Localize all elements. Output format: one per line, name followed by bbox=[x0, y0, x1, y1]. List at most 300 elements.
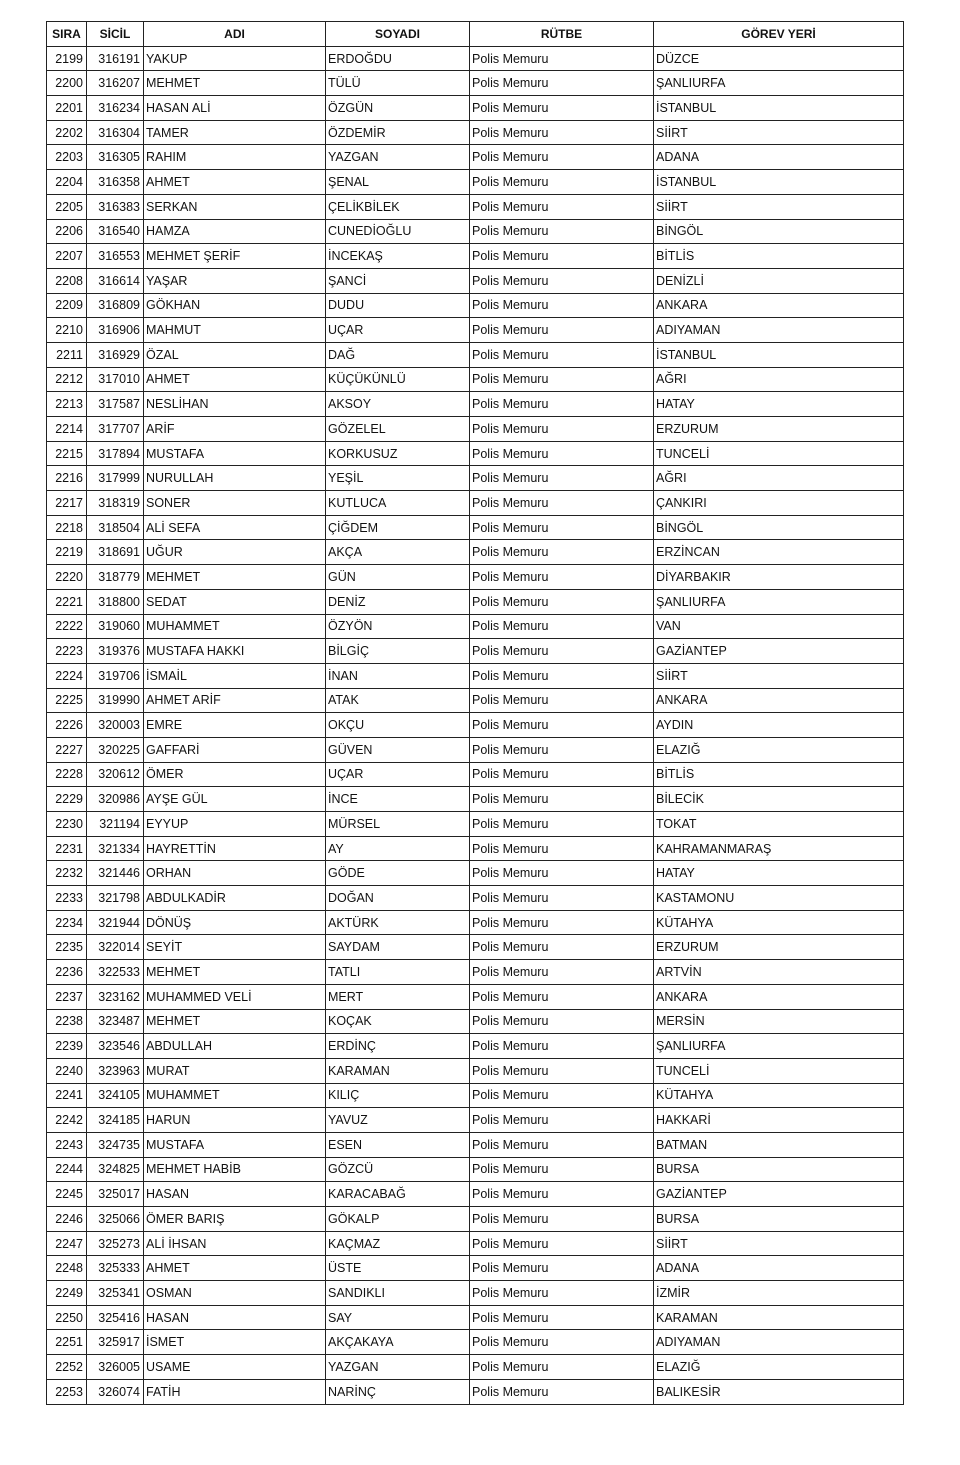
cell-soyadi: AKTÜRK bbox=[326, 910, 470, 935]
cell-soyadi: OKÇU bbox=[326, 713, 470, 738]
cell-gorev-yeri: KARAMAN bbox=[654, 1305, 904, 1330]
cell-soyadi: DAĞ bbox=[326, 342, 470, 367]
cell-gorev-yeri: ANKARA bbox=[654, 984, 904, 1009]
cell-soyadi: GÜVEN bbox=[326, 737, 470, 762]
cell-soyadi: TÜLÜ bbox=[326, 71, 470, 96]
cell-soyadi: KARACABAĞ bbox=[326, 1182, 470, 1207]
cell-sira: 2201 bbox=[47, 96, 87, 121]
cell-gorev-yeri: ADANA bbox=[654, 1256, 904, 1281]
cell-gorev-yeri: HATAY bbox=[654, 392, 904, 417]
table-row bbox=[47, 1108, 904, 1133]
cell-soyadi: ŞANCİ bbox=[326, 268, 470, 293]
cell-soyadi: GÖDE bbox=[326, 861, 470, 886]
cell-adi: HASAN bbox=[144, 1305, 326, 1330]
table-row bbox=[47, 96, 904, 121]
cell-gorev-yeri: SİİRT bbox=[654, 194, 904, 219]
table-row bbox=[47, 935, 904, 960]
cell-sira: 2230 bbox=[47, 812, 87, 837]
cell-rutbe: Polis Memuru bbox=[470, 1355, 654, 1380]
cell-adi: GÖKHAN bbox=[144, 293, 326, 318]
cell-soyadi: DOĞAN bbox=[326, 886, 470, 911]
cell-gorev-yeri: ŞANLIURFA bbox=[654, 589, 904, 614]
cell-adi: HASAN bbox=[144, 1182, 326, 1207]
cell-sira: 2248 bbox=[47, 1256, 87, 1281]
cell-soyadi: GÖZELEL bbox=[326, 417, 470, 442]
cell-rutbe: Polis Memuru bbox=[470, 318, 654, 343]
cell-rutbe: Polis Memuru bbox=[470, 1182, 654, 1207]
cell-sicil: 316305 bbox=[87, 145, 144, 170]
cell-rutbe: Polis Memuru bbox=[470, 367, 654, 392]
cell-soyadi: BİLGİÇ bbox=[326, 639, 470, 664]
cell-sicil: 325341 bbox=[87, 1281, 144, 1306]
cell-gorev-yeri: BİTLİS bbox=[654, 762, 904, 787]
cell-rutbe: Polis Memuru bbox=[470, 244, 654, 269]
table-row bbox=[47, 170, 904, 195]
cell-rutbe: Polis Memuru bbox=[470, 145, 654, 170]
cell-sicil: 319990 bbox=[87, 688, 144, 713]
cell-rutbe: Polis Memuru bbox=[470, 1034, 654, 1059]
cell-sira: 2252 bbox=[47, 1355, 87, 1380]
personnel-table bbox=[46, 21, 904, 1405]
cell-sira: 2232 bbox=[47, 861, 87, 886]
table-row bbox=[47, 417, 904, 442]
cell-rutbe: Polis Memuru bbox=[470, 219, 654, 244]
cell-gorev-yeri: SİİRT bbox=[654, 120, 904, 145]
header-sicil: SİCİL bbox=[87, 22, 144, 47]
cell-adi: DÖNÜŞ bbox=[144, 910, 326, 935]
cell-rutbe: Polis Memuru bbox=[470, 491, 654, 516]
cell-gorev-yeri: ADIYAMAN bbox=[654, 1330, 904, 1355]
header-row bbox=[47, 22, 904, 47]
cell-rutbe: Polis Memuru bbox=[470, 1379, 654, 1404]
cell-sicil: 319376 bbox=[87, 639, 144, 664]
cell-adi: MUHAMMED VELİ bbox=[144, 984, 326, 1009]
table-row bbox=[47, 1281, 904, 1306]
table-row bbox=[47, 589, 904, 614]
cell-soyadi: SANDIKLI bbox=[326, 1281, 470, 1306]
table-row bbox=[47, 441, 904, 466]
cell-sicil: 321446 bbox=[87, 861, 144, 886]
cell-sira: 2210 bbox=[47, 318, 87, 343]
table-row bbox=[47, 1207, 904, 1232]
cell-sira: 2243 bbox=[47, 1132, 87, 1157]
cell-sicil: 325066 bbox=[87, 1207, 144, 1232]
cell-rutbe: Polis Memuru bbox=[470, 1207, 654, 1232]
cell-soyadi: CUNEDİOĞLU bbox=[326, 219, 470, 244]
cell-sicil: 325416 bbox=[87, 1305, 144, 1330]
table-row bbox=[47, 1009, 904, 1034]
cell-soyadi: KUTLUCA bbox=[326, 491, 470, 516]
cell-soyadi: KILIÇ bbox=[326, 1083, 470, 1108]
cell-sicil: 318504 bbox=[87, 515, 144, 540]
cell-gorev-yeri: BURSA bbox=[654, 1157, 904, 1182]
cell-sicil: 323546 bbox=[87, 1034, 144, 1059]
cell-gorev-yeri: ŞANLIURFA bbox=[654, 1034, 904, 1059]
cell-sicil: 321334 bbox=[87, 836, 144, 861]
cell-rutbe: Polis Memuru bbox=[470, 540, 654, 565]
cell-rutbe: Polis Memuru bbox=[470, 812, 654, 837]
table-row bbox=[47, 145, 904, 170]
cell-sicil: 323963 bbox=[87, 1058, 144, 1083]
cell-adi: MEHMET bbox=[144, 565, 326, 590]
cell-sicil: 325273 bbox=[87, 1231, 144, 1256]
cell-adi: HAYRETTİN bbox=[144, 836, 326, 861]
table-row bbox=[47, 318, 904, 343]
table-row bbox=[47, 1034, 904, 1059]
cell-sicil: 316304 bbox=[87, 120, 144, 145]
cell-soyadi: SAYDAM bbox=[326, 935, 470, 960]
cell-rutbe: Polis Memuru bbox=[470, 639, 654, 664]
table-row bbox=[47, 1379, 904, 1404]
cell-sicil: 317894 bbox=[87, 441, 144, 466]
cell-rutbe: Polis Memuru bbox=[470, 71, 654, 96]
cell-gorev-yeri: ÇANKIRI bbox=[654, 491, 904, 516]
cell-gorev-yeri: DENİZLİ bbox=[654, 268, 904, 293]
cell-soyadi: İNCE bbox=[326, 787, 470, 812]
cell-gorev-yeri: MERSİN bbox=[654, 1009, 904, 1034]
cell-gorev-yeri: ELAZIĞ bbox=[654, 1355, 904, 1380]
table-row bbox=[47, 1355, 904, 1380]
cell-rutbe: Polis Memuru bbox=[470, 268, 654, 293]
cell-sira: 2215 bbox=[47, 441, 87, 466]
cell-rutbe: Polis Memuru bbox=[470, 960, 654, 985]
cell-rutbe: Polis Memuru bbox=[470, 417, 654, 442]
cell-sira: 2244 bbox=[47, 1157, 87, 1182]
cell-soyadi: ÖZDEMİR bbox=[326, 120, 470, 145]
cell-rutbe: Polis Memuru bbox=[470, 96, 654, 121]
cell-sicil: 316929 bbox=[87, 342, 144, 367]
cell-adi: HARUN bbox=[144, 1108, 326, 1133]
cell-sira: 2209 bbox=[47, 293, 87, 318]
table-row bbox=[47, 540, 904, 565]
cell-adi: MEHMET bbox=[144, 71, 326, 96]
cell-adi: USAME bbox=[144, 1355, 326, 1380]
cell-adi: MUSTAFA bbox=[144, 1132, 326, 1157]
cell-adi: AHMET ARİF bbox=[144, 688, 326, 713]
table-row bbox=[47, 1083, 904, 1108]
cell-gorev-yeri: SİİRT bbox=[654, 1231, 904, 1256]
cell-sira: 2213 bbox=[47, 392, 87, 417]
cell-adi: EMRE bbox=[144, 713, 326, 738]
cell-adi: ÖMER BARIŞ bbox=[144, 1207, 326, 1232]
cell-gorev-yeri: ANKARA bbox=[654, 688, 904, 713]
header-adi: ADI bbox=[144, 22, 326, 47]
cell-sicil: 322533 bbox=[87, 960, 144, 985]
table-row bbox=[47, 614, 904, 639]
table-row bbox=[47, 713, 904, 738]
cell-gorev-yeri: ANKARA bbox=[654, 293, 904, 318]
cell-sicil: 316191 bbox=[87, 46, 144, 71]
cell-sicil: 316809 bbox=[87, 293, 144, 318]
cell-sira: 2222 bbox=[47, 614, 87, 639]
cell-sira: 2249 bbox=[47, 1281, 87, 1306]
cell-rutbe: Polis Memuru bbox=[470, 1108, 654, 1133]
cell-sira: 2208 bbox=[47, 268, 87, 293]
cell-rutbe: Polis Memuru bbox=[470, 886, 654, 911]
cell-rutbe: Polis Memuru bbox=[470, 910, 654, 935]
table-row bbox=[47, 663, 904, 688]
cell-soyadi: GÖKALP bbox=[326, 1207, 470, 1232]
cell-rutbe: Polis Memuru bbox=[470, 836, 654, 861]
table-row bbox=[47, 639, 904, 664]
cell-rutbe: Polis Memuru bbox=[470, 46, 654, 71]
cell-soyadi: ÖZGÜN bbox=[326, 96, 470, 121]
cell-gorev-yeri: AĞRI bbox=[654, 466, 904, 491]
cell-sira: 2239 bbox=[47, 1034, 87, 1059]
cell-soyadi: MERT bbox=[326, 984, 470, 1009]
cell-sira: 2202 bbox=[47, 120, 87, 145]
cell-adi: ÖMER bbox=[144, 762, 326, 787]
cell-gorev-yeri: ERZİNCAN bbox=[654, 540, 904, 565]
cell-sicil: 316234 bbox=[87, 96, 144, 121]
cell-adi: OSMAN bbox=[144, 1281, 326, 1306]
cell-gorev-yeri: DÜZCE bbox=[654, 46, 904, 71]
cell-adi: MUSTAFA bbox=[144, 441, 326, 466]
cell-adi: ABDULLAH bbox=[144, 1034, 326, 1059]
cell-adi: MUHAMMET bbox=[144, 614, 326, 639]
cell-rutbe: Polis Memuru bbox=[470, 1330, 654, 1355]
cell-gorev-yeri: TUNCELİ bbox=[654, 441, 904, 466]
cell-rutbe: Polis Memuru bbox=[470, 1305, 654, 1330]
cell-sicil: 322014 bbox=[87, 935, 144, 960]
cell-adi: MEHMET bbox=[144, 960, 326, 985]
cell-adi: İSMAİL bbox=[144, 663, 326, 688]
cell-rutbe: Polis Memuru bbox=[470, 1157, 654, 1182]
cell-sicil: 325333 bbox=[87, 1256, 144, 1281]
cell-sicil: 321798 bbox=[87, 886, 144, 911]
cell-sira: 2226 bbox=[47, 713, 87, 738]
cell-soyadi: YAZGAN bbox=[326, 145, 470, 170]
cell-sira: 2212 bbox=[47, 367, 87, 392]
table-row bbox=[47, 1330, 904, 1355]
cell-adi: ALİ SEFA bbox=[144, 515, 326, 540]
cell-soyadi: ATAK bbox=[326, 688, 470, 713]
cell-gorev-yeri: ADIYAMAN bbox=[654, 318, 904, 343]
table-row bbox=[47, 367, 904, 392]
cell-adi: NURULLAH bbox=[144, 466, 326, 491]
cell-adi: FATİH bbox=[144, 1379, 326, 1404]
cell-soyadi: YEŞİL bbox=[326, 466, 470, 491]
cell-rutbe: Polis Memuru bbox=[470, 1256, 654, 1281]
cell-sira: 2235 bbox=[47, 935, 87, 960]
cell-sicil: 316614 bbox=[87, 268, 144, 293]
cell-adi: UĞUR bbox=[144, 540, 326, 565]
cell-gorev-yeri: BURSA bbox=[654, 1207, 904, 1232]
cell-gorev-yeri: İSTANBUL bbox=[654, 96, 904, 121]
table-row bbox=[47, 1058, 904, 1083]
header-sira: SIRA bbox=[47, 22, 87, 47]
cell-soyadi: MÜRSEL bbox=[326, 812, 470, 837]
cell-sicil: 316540 bbox=[87, 219, 144, 244]
cell-sicil: 318779 bbox=[87, 565, 144, 590]
table-row bbox=[47, 688, 904, 713]
cell-rutbe: Polis Memuru bbox=[470, 170, 654, 195]
cell-rutbe: Polis Memuru bbox=[470, 713, 654, 738]
cell-gorev-yeri: DİYARBAKIR bbox=[654, 565, 904, 590]
cell-gorev-yeri: ARTVİN bbox=[654, 960, 904, 985]
cell-sicil: 326005 bbox=[87, 1355, 144, 1380]
cell-sicil: 317587 bbox=[87, 392, 144, 417]
cell-adi: AHMET bbox=[144, 367, 326, 392]
cell-sicil: 317010 bbox=[87, 367, 144, 392]
cell-soyadi: KAÇMAZ bbox=[326, 1231, 470, 1256]
cell-adi: AHMET bbox=[144, 1256, 326, 1281]
cell-gorev-yeri: HAKKARİ bbox=[654, 1108, 904, 1133]
cell-adi: HAMZA bbox=[144, 219, 326, 244]
cell-gorev-yeri: İSTANBUL bbox=[654, 170, 904, 195]
cell-adi: GAFFARİ bbox=[144, 737, 326, 762]
cell-gorev-yeri: ELAZIĞ bbox=[654, 737, 904, 762]
table-row bbox=[47, 910, 904, 935]
cell-sira: 2225 bbox=[47, 688, 87, 713]
cell-gorev-yeri: GAZİANTEP bbox=[654, 1182, 904, 1207]
cell-gorev-yeri: ADANA bbox=[654, 145, 904, 170]
table-row bbox=[47, 268, 904, 293]
cell-gorev-yeri: TUNCELİ bbox=[654, 1058, 904, 1083]
cell-soyadi: ÇELİKBİLEK bbox=[326, 194, 470, 219]
cell-sira: 2233 bbox=[47, 886, 87, 911]
cell-rutbe: Polis Memuru bbox=[470, 441, 654, 466]
cell-rutbe: Polis Memuru bbox=[470, 1231, 654, 1256]
cell-sira: 2253 bbox=[47, 1379, 87, 1404]
table-row bbox=[47, 219, 904, 244]
cell-sicil: 323487 bbox=[87, 1009, 144, 1034]
cell-sicil: 318800 bbox=[87, 589, 144, 614]
cell-sira: 2220 bbox=[47, 565, 87, 590]
cell-gorev-yeri: KÜTAHYA bbox=[654, 910, 904, 935]
cell-rutbe: Polis Memuru bbox=[470, 293, 654, 318]
cell-soyadi: DUDU bbox=[326, 293, 470, 318]
table-row bbox=[47, 46, 904, 71]
cell-adi: EYYUP bbox=[144, 812, 326, 837]
cell-gorev-yeri: BALIKESİR bbox=[654, 1379, 904, 1404]
cell-sicil: 317707 bbox=[87, 417, 144, 442]
cell-sicil: 320612 bbox=[87, 762, 144, 787]
cell-rutbe: Polis Memuru bbox=[470, 787, 654, 812]
cell-sira: 2205 bbox=[47, 194, 87, 219]
cell-sira: 2228 bbox=[47, 762, 87, 787]
cell-adi: MAHMUT bbox=[144, 318, 326, 343]
cell-soyadi: KÜÇÜKÜNLÜ bbox=[326, 367, 470, 392]
cell-soyadi: ESEN bbox=[326, 1132, 470, 1157]
cell-gorev-yeri: ERZURUM bbox=[654, 417, 904, 442]
cell-sira: 2207 bbox=[47, 244, 87, 269]
cell-sira: 2234 bbox=[47, 910, 87, 935]
cell-gorev-yeri: VAN bbox=[654, 614, 904, 639]
cell-soyadi: ÖZYÖN bbox=[326, 614, 470, 639]
table-row bbox=[47, 342, 904, 367]
cell-sicil: 316207 bbox=[87, 71, 144, 96]
table-row bbox=[47, 1182, 904, 1207]
cell-rutbe: Polis Memuru bbox=[470, 688, 654, 713]
cell-rutbe: Polis Memuru bbox=[470, 1058, 654, 1083]
cell-soyadi: ÇİĞDEM bbox=[326, 515, 470, 540]
cell-gorev-yeri: KASTAMONU bbox=[654, 886, 904, 911]
table-row bbox=[47, 836, 904, 861]
table-row bbox=[47, 787, 904, 812]
cell-rutbe: Polis Memuru bbox=[470, 120, 654, 145]
cell-adi: ABDULKADİR bbox=[144, 886, 326, 911]
cell-adi: MUHAMMET bbox=[144, 1083, 326, 1108]
cell-soyadi: AKSOY bbox=[326, 392, 470, 417]
cell-sicil: 321944 bbox=[87, 910, 144, 935]
table-row bbox=[47, 293, 904, 318]
cell-rutbe: Polis Memuru bbox=[470, 1281, 654, 1306]
cell-adi: MUSTAFA HAKKI bbox=[144, 639, 326, 664]
cell-sira: 2246 bbox=[47, 1207, 87, 1232]
cell-sira: 2240 bbox=[47, 1058, 87, 1083]
cell-sira: 2236 bbox=[47, 960, 87, 985]
cell-sira: 2250 bbox=[47, 1305, 87, 1330]
cell-soyadi: YAVUZ bbox=[326, 1108, 470, 1133]
cell-sira: 2204 bbox=[47, 170, 87, 195]
cell-sira: 2216 bbox=[47, 466, 87, 491]
cell-adi: SONER bbox=[144, 491, 326, 516]
cell-soyadi: YAZGAN bbox=[326, 1355, 470, 1380]
cell-rutbe: Polis Memuru bbox=[470, 762, 654, 787]
cell-soyadi: İNAN bbox=[326, 663, 470, 688]
cell-gorev-yeri: AĞRI bbox=[654, 367, 904, 392]
cell-sira: 2211 bbox=[47, 342, 87, 367]
cell-adi: HASAN ALİ bbox=[144, 96, 326, 121]
cell-adi: MEHMET ŞERİF bbox=[144, 244, 326, 269]
cell-soyadi: AY bbox=[326, 836, 470, 861]
cell-sicil: 325917 bbox=[87, 1330, 144, 1355]
cell-sicil: 317999 bbox=[87, 466, 144, 491]
table-row bbox=[47, 984, 904, 1009]
table-row bbox=[47, 960, 904, 985]
cell-gorev-yeri: HATAY bbox=[654, 861, 904, 886]
cell-rutbe: Polis Memuru bbox=[470, 466, 654, 491]
cell-gorev-yeri: BATMAN bbox=[654, 1132, 904, 1157]
table-row bbox=[47, 491, 904, 516]
cell-soyadi: NARİNÇ bbox=[326, 1379, 470, 1404]
cell-sicil: 323162 bbox=[87, 984, 144, 1009]
table-row bbox=[47, 1231, 904, 1256]
table-row bbox=[47, 886, 904, 911]
table-row bbox=[47, 515, 904, 540]
cell-rutbe: Polis Memuru bbox=[470, 1083, 654, 1108]
cell-sira: 2217 bbox=[47, 491, 87, 516]
cell-sicil: 325017 bbox=[87, 1182, 144, 1207]
cell-sira: 2203 bbox=[47, 145, 87, 170]
cell-sira: 2238 bbox=[47, 1009, 87, 1034]
cell-rutbe: Polis Memuru bbox=[470, 589, 654, 614]
cell-sira: 2227 bbox=[47, 737, 87, 762]
table-row bbox=[47, 244, 904, 269]
table-row bbox=[47, 565, 904, 590]
cell-soyadi: AKÇAKAYA bbox=[326, 1330, 470, 1355]
cell-sicil: 319060 bbox=[87, 614, 144, 639]
cell-sira: 2229 bbox=[47, 787, 87, 812]
cell-sicil: 320986 bbox=[87, 787, 144, 812]
cell-gorev-yeri: TOKAT bbox=[654, 812, 904, 837]
cell-adi: RAHIM bbox=[144, 145, 326, 170]
table-row bbox=[47, 392, 904, 417]
table-row bbox=[47, 1132, 904, 1157]
cell-rutbe: Polis Memuru bbox=[470, 1009, 654, 1034]
cell-sicil: 318319 bbox=[87, 491, 144, 516]
table-row bbox=[47, 861, 904, 886]
cell-adi: ALİ İHSAN bbox=[144, 1231, 326, 1256]
cell-rutbe: Polis Memuru bbox=[470, 984, 654, 1009]
table-row bbox=[47, 120, 904, 145]
cell-soyadi: UÇAR bbox=[326, 762, 470, 787]
cell-adi: MEHMET HABİB bbox=[144, 1157, 326, 1182]
cell-adi: MURAT bbox=[144, 1058, 326, 1083]
cell-gorev-yeri: BİLECİK bbox=[654, 787, 904, 812]
header-gorev-yeri: GÖREV YERİ bbox=[654, 22, 904, 47]
